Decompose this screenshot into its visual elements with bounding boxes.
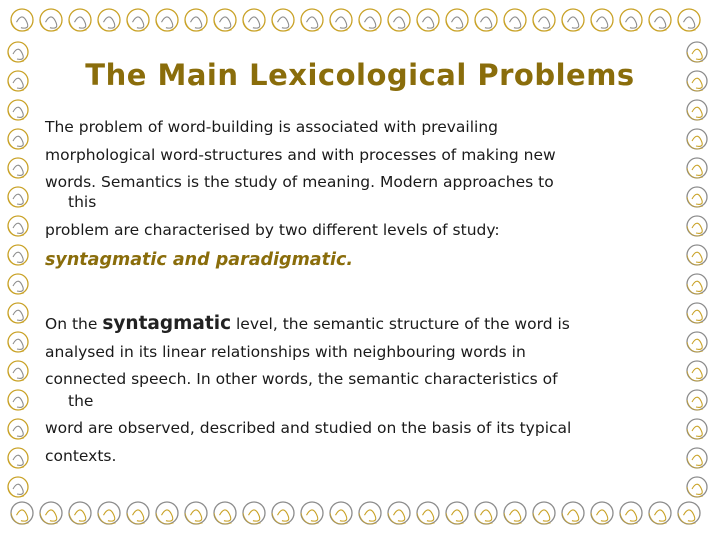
border-ornament [8, 400, 24, 410]
border-ornament [692, 368, 702, 378]
border-ornament [13, 368, 23, 378]
levels-emphasis: syntagmatic and paradigmatic. [45, 250, 354, 270]
border-ornament [214, 513, 232, 524]
border-ornament [591, 20, 609, 31]
border-ornament [13, 310, 23, 320]
border-ornament [692, 107, 702, 117]
paragraph-2-line-3: connected speech. In other words, the semantic characteristics of [45, 370, 558, 388]
border-ornament [481, 17, 492, 28]
border-ornament [692, 223, 702, 233]
border-ornament [104, 17, 115, 28]
border-ornament [687, 429, 703, 439]
border-ornament [687, 313, 703, 323]
border-ornament [365, 17, 376, 28]
border-ornament [504, 513, 522, 524]
border-ornament [626, 17, 637, 28]
border-ornament [692, 310, 702, 320]
border-ornament [330, 513, 348, 524]
border-ornament [655, 17, 666, 28]
border-ornament [446, 20, 464, 31]
border-ornament [13, 194, 23, 204]
border-ornament [417, 20, 435, 31]
border-ornament [40, 513, 58, 524]
paragraph-2-line-5: contexts. [45, 447, 117, 465]
border-ornament [394, 17, 405, 28]
border-ornament [13, 484, 23, 494]
border-ornament [388, 513, 406, 524]
border-ornament [75, 17, 86, 28]
border-ornament [75, 510, 86, 521]
border-ornament [687, 197, 703, 207]
border-ornament [687, 284, 703, 294]
border-ornament [156, 513, 174, 524]
border-ornament [510, 17, 521, 28]
border-ornament [687, 226, 703, 236]
border-ornament [127, 513, 145, 524]
border-ornament [8, 139, 24, 149]
border-ornament [446, 513, 464, 524]
border-ornament [40, 20, 58, 31]
border-ornament [687, 139, 703, 149]
border-ornament [591, 513, 609, 524]
border-ornament [98, 513, 116, 524]
border-ornament [8, 371, 24, 381]
border-ornament [562, 20, 580, 31]
border-ornament [687, 458, 703, 468]
border-ornament [692, 136, 702, 146]
border-ornament [475, 513, 493, 524]
border-ornament [8, 487, 24, 497]
border-ornament [692, 194, 702, 204]
paragraph-2-line-1-end: level, the semantic structure of the word is [231, 315, 570, 333]
border-ornament [423, 17, 434, 28]
border-ornament [620, 513, 638, 524]
border-ornament [214, 20, 232, 31]
border-ornament [133, 510, 144, 521]
border-ornament [684, 510, 695, 521]
border-ornament [46, 17, 57, 28]
border-ornament [8, 168, 24, 178]
border-ornament [307, 17, 318, 28]
paragraph-1-line-1: The problem of word-building is associated with prevailing [45, 118, 499, 136]
border-ornament [692, 165, 702, 175]
border-ornament [278, 510, 289, 521]
border-ornament [243, 20, 261, 31]
border-ornament [13, 165, 23, 175]
border-ornament [423, 510, 434, 521]
border-ornament [568, 510, 579, 521]
syntagmatic-keyword: syntagmatic [102, 313, 232, 334]
border-ornament [597, 17, 608, 28]
border-ornament [69, 20, 87, 31]
border-ornament [475, 20, 493, 31]
border-ornament [687, 168, 703, 178]
border-ornament [692, 252, 702, 262]
border-ornament [539, 510, 550, 521]
border-ornament [365, 510, 376, 521]
border-ornament [336, 510, 347, 521]
paragraph-2-line-1 [45, 313, 677, 334]
border-ornament [301, 20, 319, 31]
border-ornament [301, 513, 319, 524]
border-ornament [191, 510, 202, 521]
border-ornament [278, 17, 289, 28]
border-ornament [510, 510, 521, 521]
border-ornament [11, 20, 29, 31]
border-ornament [394, 510, 405, 521]
border-ornament [13, 281, 23, 291]
border-ornament [133, 17, 144, 28]
border-ornament [13, 455, 23, 465]
border-ornament [127, 20, 145, 31]
border-ornament [249, 510, 260, 521]
border-ornament [687, 487, 703, 497]
border-ornament [562, 513, 580, 524]
border-ornament [359, 20, 377, 31]
paragraph-2-line-4: word are observed, described and studied on the basis of its typical [45, 419, 572, 437]
border-ornament [417, 513, 435, 524]
border-ornament [649, 20, 667, 31]
border-ornament [452, 510, 463, 521]
border-ornament [504, 20, 522, 31]
border-ornament [692, 426, 702, 436]
border-ornament [69, 513, 87, 524]
paragraph-1-line-3: words. Semantics is the study of meaning. Modern approaches to [45, 173, 554, 191]
border-ornament [649, 513, 667, 524]
border-ornament [568, 17, 579, 28]
border-ornament [678, 513, 696, 524]
border-ornament [359, 513, 377, 524]
border-ornament [620, 20, 638, 31]
border-ornament [13, 136, 23, 146]
border-ornament [8, 458, 24, 468]
border-ornament [17, 510, 28, 521]
border-ornament [307, 510, 318, 521]
border-ornament [17, 17, 28, 28]
border-ornament [8, 226, 24, 236]
border-ornament [692, 281, 702, 291]
border-ornament [692, 484, 702, 494]
border-ornament [220, 17, 231, 28]
border-ornament [8, 342, 24, 352]
border-ornament [597, 510, 608, 521]
border-ornament [156, 20, 174, 31]
border-ornament [13, 252, 23, 262]
border-ornament [8, 197, 24, 207]
border-ornament [13, 397, 23, 407]
border-ornament [104, 510, 115, 521]
border-ornament [162, 510, 173, 521]
border-ornament [687, 400, 703, 410]
border-ornament [388, 20, 406, 31]
border-ornament [13, 223, 23, 233]
border-ornament [655, 510, 666, 521]
border-ornament [533, 20, 551, 31]
border-ornament [11, 513, 29, 524]
paragraph-1-line-4: problem are characterised by two different levels of study: [45, 221, 500, 239]
border-ornament [692, 397, 702, 407]
border-ornament [692, 339, 702, 349]
border-ornament [272, 513, 290, 524]
paragraph-2-line-3-wrap: the [68, 392, 94, 410]
border-ornament [185, 20, 203, 31]
paragraph-1-line-2: morphological word-structures and with processes of making new [45, 146, 556, 164]
border-ornament [692, 455, 702, 465]
border-ornament [687, 255, 703, 265]
border-ornament [8, 284, 24, 294]
border-ornament [185, 513, 203, 524]
border-ornament [220, 510, 231, 521]
border-ornament [8, 313, 24, 323]
border-ornament [687, 371, 703, 381]
border-ornament [687, 110, 703, 120]
border-ornament [8, 429, 24, 439]
border-ornament [330, 20, 348, 31]
border-ornament [481, 510, 492, 521]
border-ornament [8, 110, 24, 120]
paragraph-1-line-3-wrap: this [68, 193, 97, 211]
border-ornament [678, 20, 696, 31]
border-ornament [452, 17, 463, 28]
border-ornament [533, 513, 551, 524]
border-ornament [8, 255, 24, 265]
paragraph-2-line-1-start: On the [45, 315, 103, 333]
paragraph-2-line-2: analysed in its linear relationships with neighbouring words in [45, 343, 526, 361]
border-ornament [13, 426, 23, 436]
border-ornament [243, 513, 261, 524]
border-ornament [98, 20, 116, 31]
border-ornament [687, 342, 703, 352]
border-ornament [46, 510, 57, 521]
border-ornament [336, 17, 347, 28]
border-ornament [684, 17, 695, 28]
border-ornament [13, 107, 23, 117]
border-ornament [626, 510, 637, 521]
slide-title: The Main Lexicological Problems [85, 58, 635, 92]
border-ornament [13, 339, 23, 349]
border-ornament [539, 17, 550, 28]
border-ornament [162, 17, 173, 28]
border-ornament [249, 17, 260, 28]
border-ornament [272, 20, 290, 31]
border-ornament [191, 17, 202, 28]
